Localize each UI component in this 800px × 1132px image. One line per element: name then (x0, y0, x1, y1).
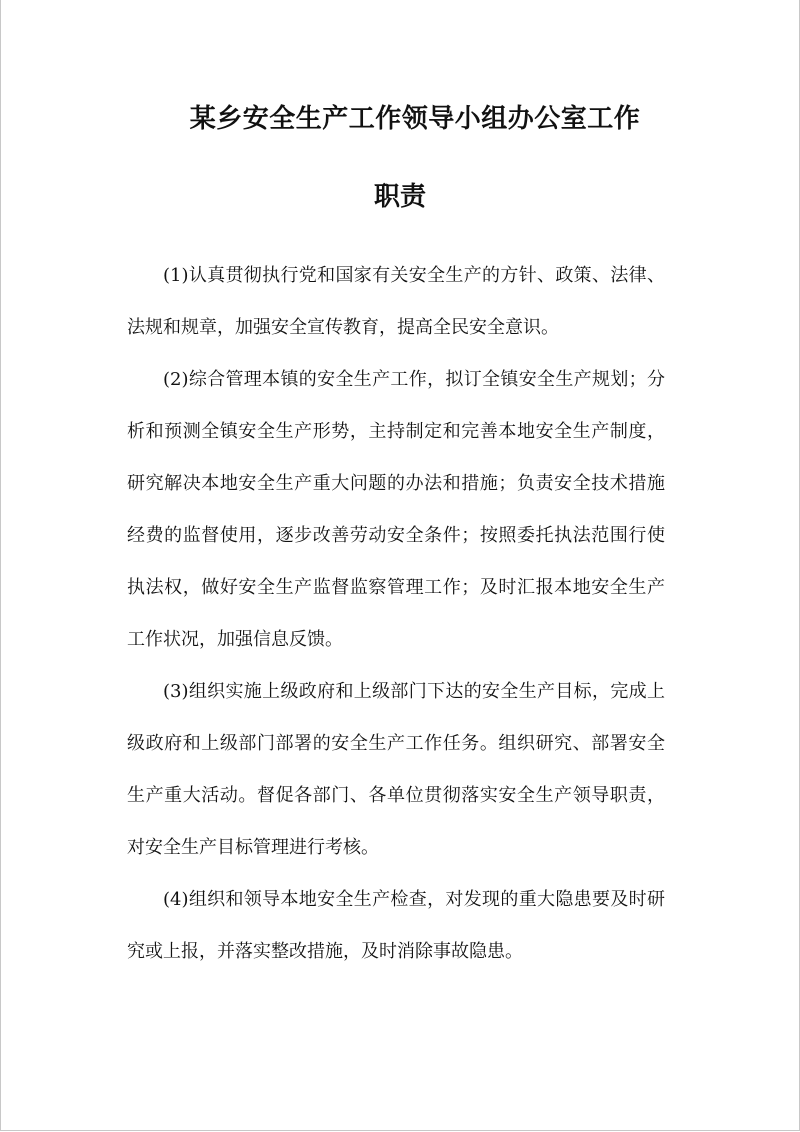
paragraph-2: (2)综合管理本镇的安全生产工作，拟订全镇安全生产规划；分析和预测全镇安全生产形势，主持制定和完善本地安全生产制度，研究解决本地安全生产重大问题的办法和措施；负责安全技术措施经费的监督使用，逐步改善劳动安全条件；按照委托执法范围行使执法权，做好安全生产监督监察管理工作；及时汇报本地安全生产工作状况，加强信息反馈。 (127, 369, 665, 650)
document-title-continued: 职责 (373, 182, 426, 212)
document-body (127, 250, 665, 978)
document-title: 某乡安全生产工作领导小组办公室工作 (189, 104, 641, 134)
paragraph-4: (4)组织和领导本地安全生产检查，对发现的重大隐患要及时研究或上报，并落实整改措施，及时消除事故隐患。 (127, 889, 665, 962)
paragraph-3: (3)组织实施上级政府和上级部门下达的安全生产目标，完成上级政府和上级部门部署的安全生产工作任务。组织研究、部署安全生产重大活动。督促各部门、各单位贯彻落实安全生产领导职责，对安全生产目标管理进行考核。 (127, 681, 665, 858)
paragraph-1: (1)认真贯彻执行党和国家有关安全生产的方针、政策、法律、法规和规章，加强安全宣传教育，提高全民安全意识。 (127, 265, 665, 338)
